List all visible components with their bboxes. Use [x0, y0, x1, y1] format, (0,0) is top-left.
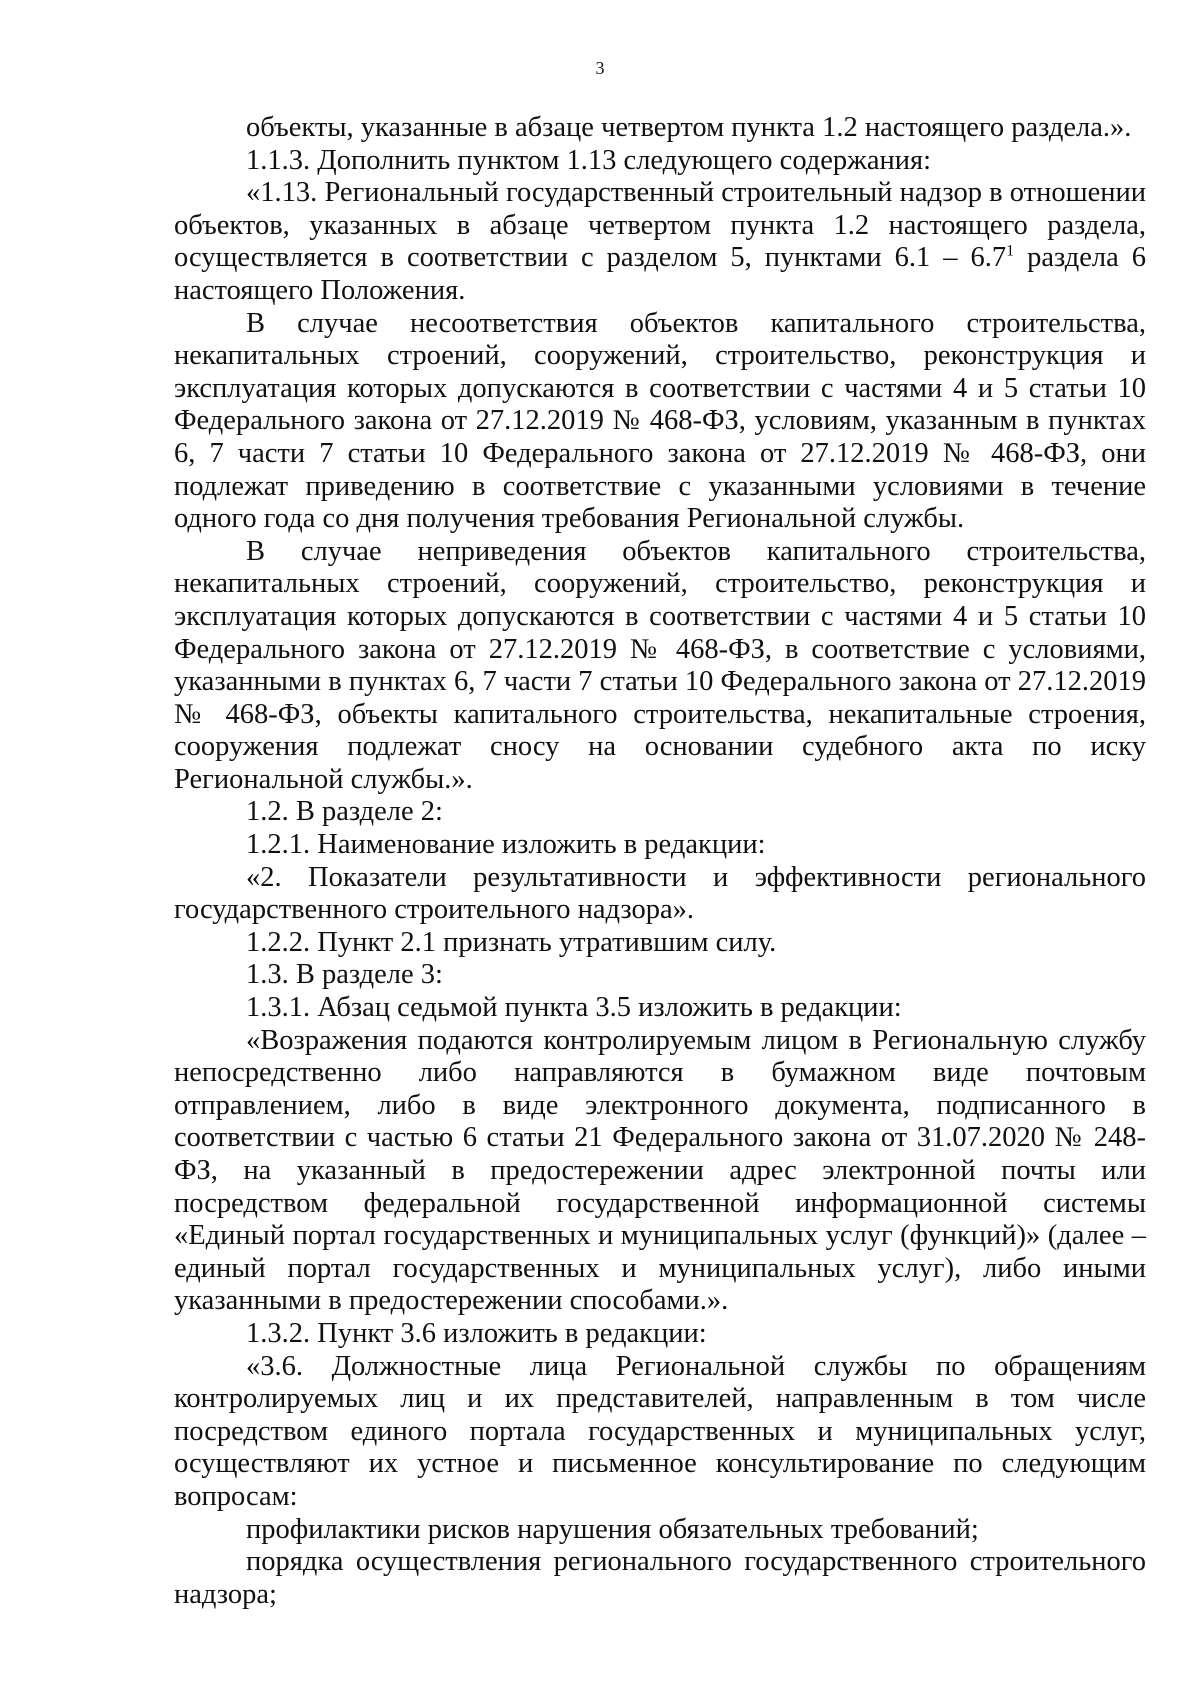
paragraph: 1.3.2. Пункт 3.6 изложить в редакции:: [246, 1317, 707, 1349]
paragraph: профилактики рисков нарушения обязательных требований;: [246, 1513, 979, 1545]
paragraph: В случае несоответствия объектов капитального строительства, некапитальных строений, сооружений, строительство, реконструкция и эксплуатация которых допускаются в соответствии с частями 4 и 5 статьи 10 Федерального закона от 27.12.2019 № 468-ФЗ, условиям, указанным в пунктах 6, 7 части 7 статьи 10 Федерального закона от 27.12.2019 № 468-ФЗ, они подлежат приведению в соответствие с указанными условиями в течение одного года со дня получения требования Региональной службы.: [174, 307, 1146, 535]
page-number: 3: [595, 58, 605, 78]
paragraph: порядка осуществления регионального государственного строительного надзора;: [174, 1546, 1146, 1610]
paragraph: 1.3.1. Абзац седьмой пункта 3.5 изложить в редакции:: [246, 992, 902, 1024]
paragraph: 1.2. В разделе 2:: [246, 796, 443, 828]
paragraph: объекты, указанные в абзаце четвертом пункта 1.2 настоящего раздела.».: [246, 112, 1132, 143]
paragraph: 1.2.2. Пункт 2.1 признать утратившим силу.: [246, 926, 777, 958]
paragraph: В случае неприведения объектов капитального строительства, некапитальных строений, сооружений, строительство, реконструкция и эксплуатация которых допускаются в соответствии с частями 4 и 5 статьи 10 Федерального закона от 27.12.2019 № 468-ФЗ, в соответствие с условиями, указанными в пунктах 6, 7 части 7 статьи 10 Федерального закона от 27.12.2019 № 468-ФЗ, объекты капитального строительства, некапитальные строения, сооружения подлежат сносу на основании судебного акта по иску Региональной службы.».: [174, 535, 1146, 795]
superscript: 1: [1006, 242, 1015, 260]
paragraph: [174, 177, 1146, 307]
paragraph-text: раздела 6 настоящего Положения.: [174, 242, 1146, 306]
paragraph: 1.2.1. Наименование изложить в редакции:: [246, 829, 766, 861]
paragraph: «2. Показатели результативности и эффективности регионального государственного строительного надзора».: [174, 861, 1146, 926]
paragraph: 1.3. В разделе 3:: [246, 959, 443, 991]
paragraph: «3.6. Должностные лица Региональной службы по обращениям контролируемых лиц и их представителей, направленным в том числе посредством единого портала государственных и муниципальных услуг, осуществляют их устное и письменное консультирование по следующим вопросам:: [174, 1350, 1146, 1512]
paragraph: «Возражения подаются контролируемым лицом в Региональную службу непосредственно либо направляются в бумажном виде почтовым отправлением, либо в виде электронного документа, подписанного в соответствии с частью 6 статьи 21 Федерального закона от 31.07.2020 № 248-ФЗ, на указанный в предостережении адрес электронной почты или посредством федеральной государственной информационной системы «Единый портал государственных и муниципальных услуг (функций)» (далее – единый портал государственных и муниципальных услуг), либо иными указанными в предостережении способами.».: [174, 1024, 1146, 1317]
paragraph-text: «1.13. Региональный государственный строительный надзор в отношении объектов, указанных в абзаце четвертом пункта 1.2 настоящего раздела, осуществляется в соответствии с разделом 5, пунктами 6.1 – 6.7: [174, 177, 1146, 274]
paragraph: 1.1.3. Дополнить пунктом 1.13 следующего содержания:: [246, 144, 932, 176]
document-body: [174, 112, 1146, 1611]
